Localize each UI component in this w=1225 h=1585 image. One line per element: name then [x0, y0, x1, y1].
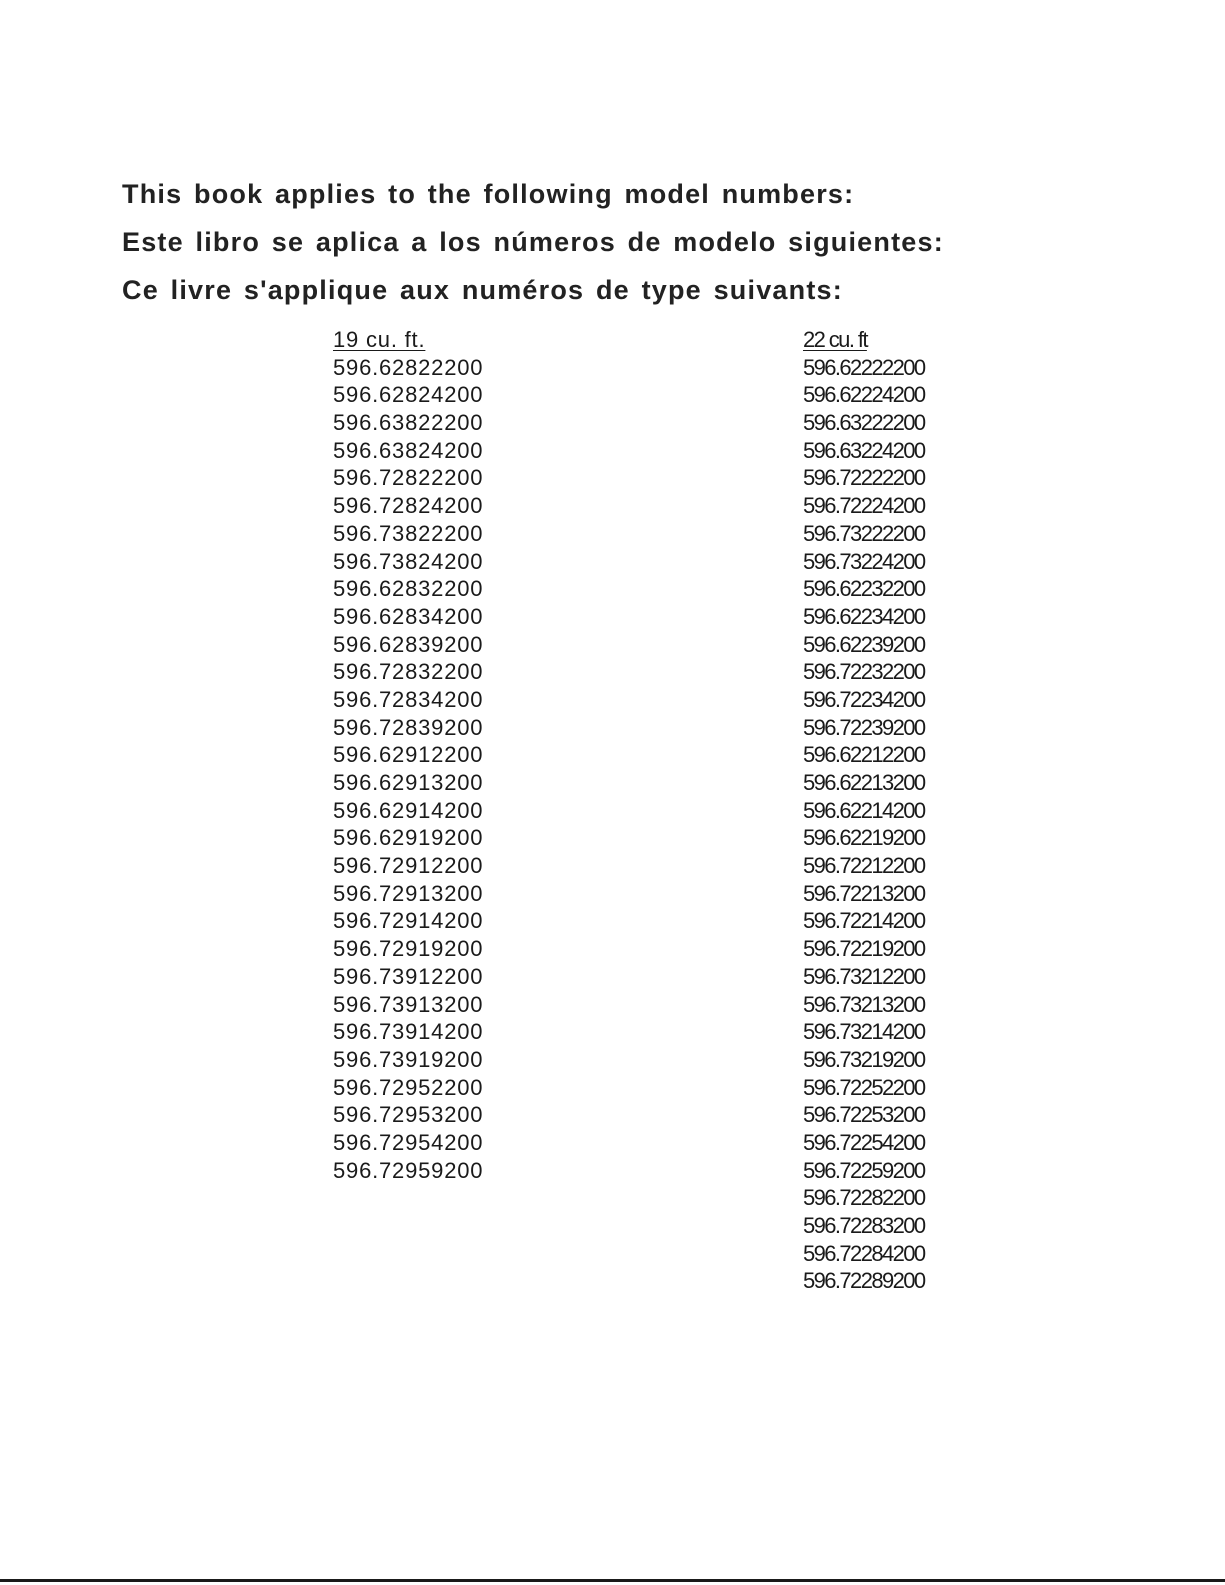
model-list-22-cu-ft	[803, 326, 925, 1295]
model-number: 596.63824200	[333, 437, 484, 463]
model-number: 596.73822200	[333, 520, 484, 546]
model-number: 596.72959200	[333, 1157, 484, 1183]
model-number: 596.62239200	[803, 631, 925, 657]
heading-english: This book applies to the following model numbers:	[122, 179, 855, 209]
model-number: 596.72952200	[333, 1074, 484, 1100]
model-number: 596.62212200	[803, 742, 925, 768]
model-number: 596.62912200	[333, 742, 484, 768]
model-number: 596.73224200	[803, 548, 925, 574]
model-number: 596.73824200	[333, 548, 484, 574]
page-bottom-rule	[0, 1579, 1225, 1582]
model-number: 596.62213200	[803, 770, 925, 795]
model-number: 596.72839200	[333, 714, 484, 740]
model-number: 596.72832200	[333, 659, 484, 685]
model-number: 596.73214200	[803, 1019, 925, 1045]
model-number: 596.73222200	[803, 520, 925, 546]
model-number: 596.73219200	[803, 1046, 925, 1072]
model-number: 596.73212200	[803, 963, 925, 989]
model-number: 596.72259200	[803, 1157, 925, 1183]
model-number: 596.62222200	[803, 354, 925, 380]
model-number: 596.62914200	[333, 797, 484, 823]
model-number: 596.72953200	[333, 1102, 484, 1128]
model-number: 596.72914200	[333, 908, 484, 934]
model-number: 596.72222200	[803, 465, 925, 491]
model-number: 596.72283200	[803, 1213, 925, 1238]
model-number: 596.72224200	[803, 493, 925, 519]
heading-french: Ce livre s'applique aux numéros de type suivants:	[122, 275, 843, 305]
model-number: 596.72234200	[803, 686, 925, 712]
model-number: 596.62822200	[333, 354, 484, 380]
model-number: 596.72219200	[803, 936, 925, 962]
model-number: 596.72289200	[803, 1268, 925, 1294]
model-number: 596.72212200	[803, 853, 925, 879]
model-number: 596.62919200	[333, 825, 484, 851]
model-number: 596.62824200	[333, 382, 484, 408]
model-number: 596.62834200	[333, 603, 484, 629]
model-number: 596.62219200	[803, 825, 925, 851]
model-number: 596.72214200	[803, 908, 925, 934]
model-list-19-cu-ft	[333, 326, 483, 1184]
model-number: 596.63224200	[803, 437, 925, 463]
model-number: 596.73213200	[803, 991, 925, 1017]
model-number: 596.72252200	[803, 1074, 925, 1100]
model-number: 596.72834200	[333, 686, 484, 712]
model-number: 596.62839200	[333, 631, 484, 657]
model-number: 596.72284200	[803, 1240, 925, 1266]
model-number: 596.72913200	[333, 880, 484, 906]
model-number: 596.72239200	[803, 714, 925, 740]
model-number: 596.73913200	[333, 991, 484, 1017]
model-number: 596.62232200	[803, 576, 925, 602]
model-number: 596.72213200	[803, 880, 925, 906]
model-number: 596.73919200	[333, 1046, 484, 1072]
model-number: 596.72822200	[333, 465, 484, 491]
column-header-22-cu-ft: 22 cu. ft	[803, 327, 867, 352]
model-number: 596.62913200	[333, 770, 484, 795]
column-header-19-cu-ft: 19 cu. ft.	[333, 327, 426, 352]
model-number: 596.72954200	[333, 1129, 484, 1155]
model-number: 596.72824200	[333, 493, 484, 519]
model-number: 596.62214200	[803, 797, 925, 823]
model-number: 596.63222200	[803, 410, 925, 436]
model-number: 596.62224200	[803, 382, 925, 408]
model-number: 596.73912200	[333, 963, 484, 989]
model-number: 596.62234200	[803, 603, 925, 629]
model-number: 596.72254200	[803, 1129, 925, 1155]
model-number: 596.72232200	[803, 659, 925, 685]
model-number: 596.73914200	[333, 1019, 484, 1045]
model-number: 596.62832200	[333, 576, 484, 602]
model-number: 596.72282200	[803, 1185, 925, 1211]
model-number: 596.63822200	[333, 410, 484, 436]
heading-spanish: Este libro se aplica a los números de modelo siguientes:	[122, 227, 944, 257]
model-number: 596.72912200	[333, 853, 484, 879]
model-number: 596.72919200	[333, 936, 484, 962]
model-number: 596.72253200	[803, 1102, 925, 1128]
